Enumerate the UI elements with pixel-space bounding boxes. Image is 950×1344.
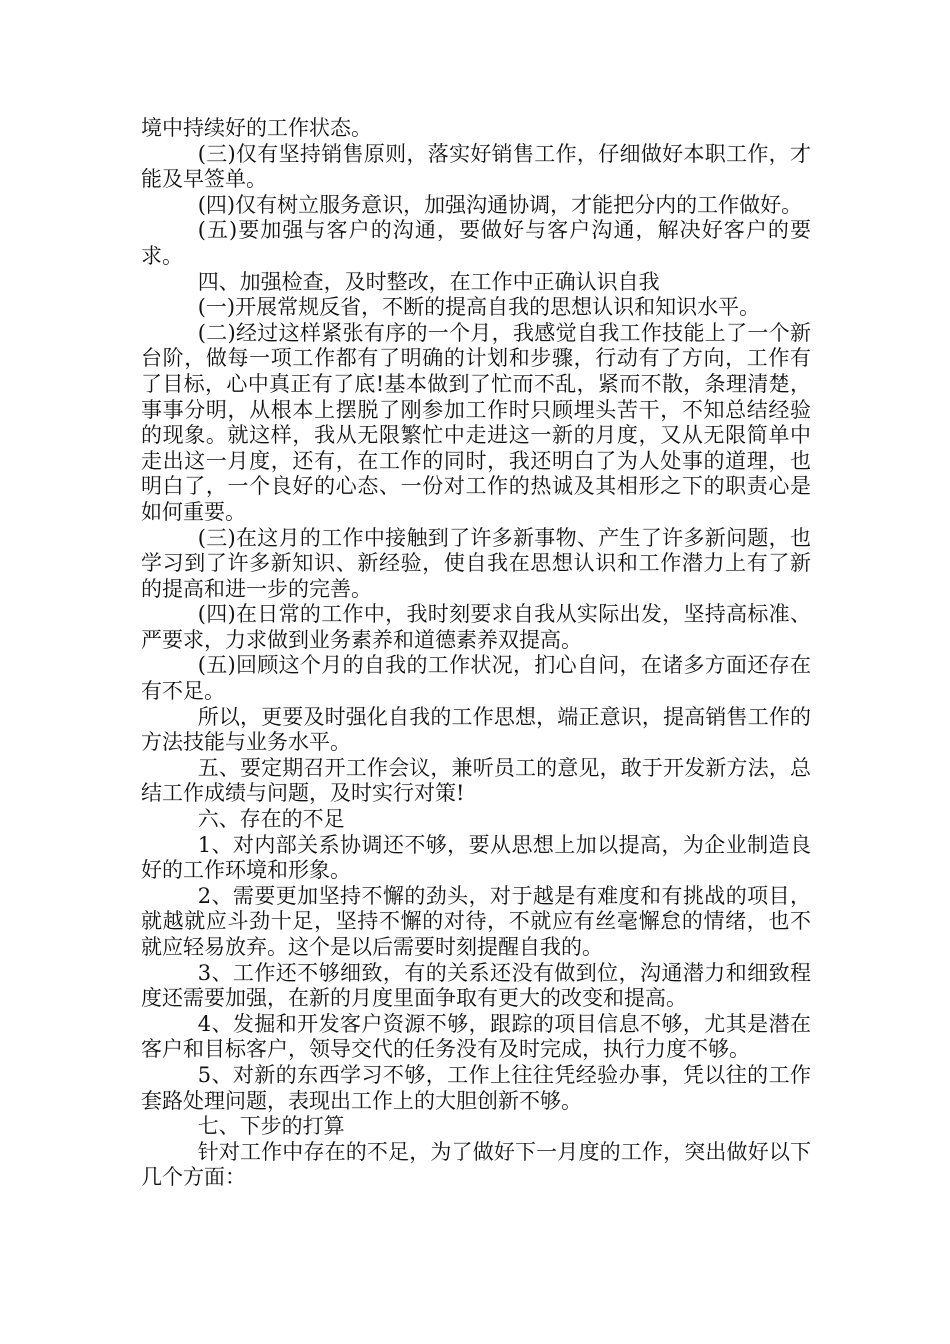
list-item: 1、对内部关系协调还不够，要从思想上加以提高，为企业制造良好的工作环境和形象。 <box>141 832 811 883</box>
paragraph: (三)仅有坚持销售原则，落实好销售工作，仔细做好本职工作，才能及早签单。 <box>141 141 811 192</box>
paragraph: (五)要加强与客户的沟通，要做好与客户沟通，解决好客户的要求。 <box>141 218 811 268</box>
list-item: 3、工作还不够细致，有的关系还没有做到位，沟通潜力和细致程度还需要加强，在新的月度里面争取有更大的改变和提高。 <box>141 960 811 1011</box>
list-item: 5、对新的东西学习不够，工作上往往凭经验办事，凭以往的工作套路处理问题，表现出工作上的大胆创新不够。 <box>141 1062 811 1113</box>
paragraph: 所以，更要及时强化自我的工作思想，端正意识，提高销售工作的方法技能与业务水平。 <box>141 704 811 755</box>
list-item: 2、需要更加坚持不懈的劲头，对于越是有难度和有挑战的项目，就越就应斗劲十足，坚持不懈的对待，不就应有丝毫懈怠的情绪，也不就应轻易放弃。这个是以后需要时刻提醒自我的。 <box>141 883 811 959</box>
list-item: 4、发掘和开发客户资源不够，跟踪的项目信息不够，尤其是潜在客户和目标客户，领导交代的任务没有及时完成，执行力度不够。 <box>141 1011 811 1062</box>
paragraph: 针对工作中存在的不足，为了做好下一月度的工作，突出做好以下几个方面： <box>141 1139 811 1190</box>
paragraph: 境中持续好的工作状态。 <box>141 116 372 140</box>
paragraph: (五)回顾这个月的自我的工作状况，扪心自问，在诸多方面还存在有不足。 <box>141 653 811 704</box>
paragraph: (一)开展常规反省，不断的提高自我的思想认识和知识水平。 <box>197 295 761 320</box>
section-heading: 四、加强检查，及时整改，在工作中正确认识自我 <box>197 269 660 294</box>
paragraph: (四)仅有树立服务意识，加强沟通协调，才能把分内的工作做好。 <box>197 192 803 217</box>
paragraph: (三)在这月的工作中接触到了许多新事物、产生了许多新问题，也学习到了许多新知识、新经验，使自我在思想认识和工作潜力上有了新的提高和进一步的完善。 <box>141 525 811 601</box>
section-heading: 六、存在的不足 <box>197 807 345 832</box>
section-heading: 七、下步的打算 <box>197 1114 345 1139</box>
paragraph: (二)经过这样紧张有序的一个月，我感觉自我工作技能上了一个新台阶，做每一项工作都有了明确的计划和步骤，行动有了方向，工作有了目标，心中真正有了底!基本做到了忙而不乱，紧而不散，条理清楚，事事分明，从根本上摆脱了刚参加工作时只顾埋头苦干，不知总结经验的现象。就这样，我从无限繁忙中走进这一新的月度，又从无限简单中走出这一月度，还有，在工作的同时，我还明白了为人处事的道理，也明白了，一个良好的心态、一份对工作的热诚及其相形之下的职责心是如何重要。 <box>141 320 811 524</box>
document-body <box>141 116 811 1191</box>
section-heading: 五、要定期召开工作会议，兼听员工的意见，敢于开发新方法，总结工作成绩与问题，及时实行对策! <box>141 755 811 806</box>
paragraph: (四)在日常的工作中，我时刻要求自我从实际出发，坚持高标准、严要求，力求做到业务素养和道德素养双提高。 <box>141 602 811 652</box>
